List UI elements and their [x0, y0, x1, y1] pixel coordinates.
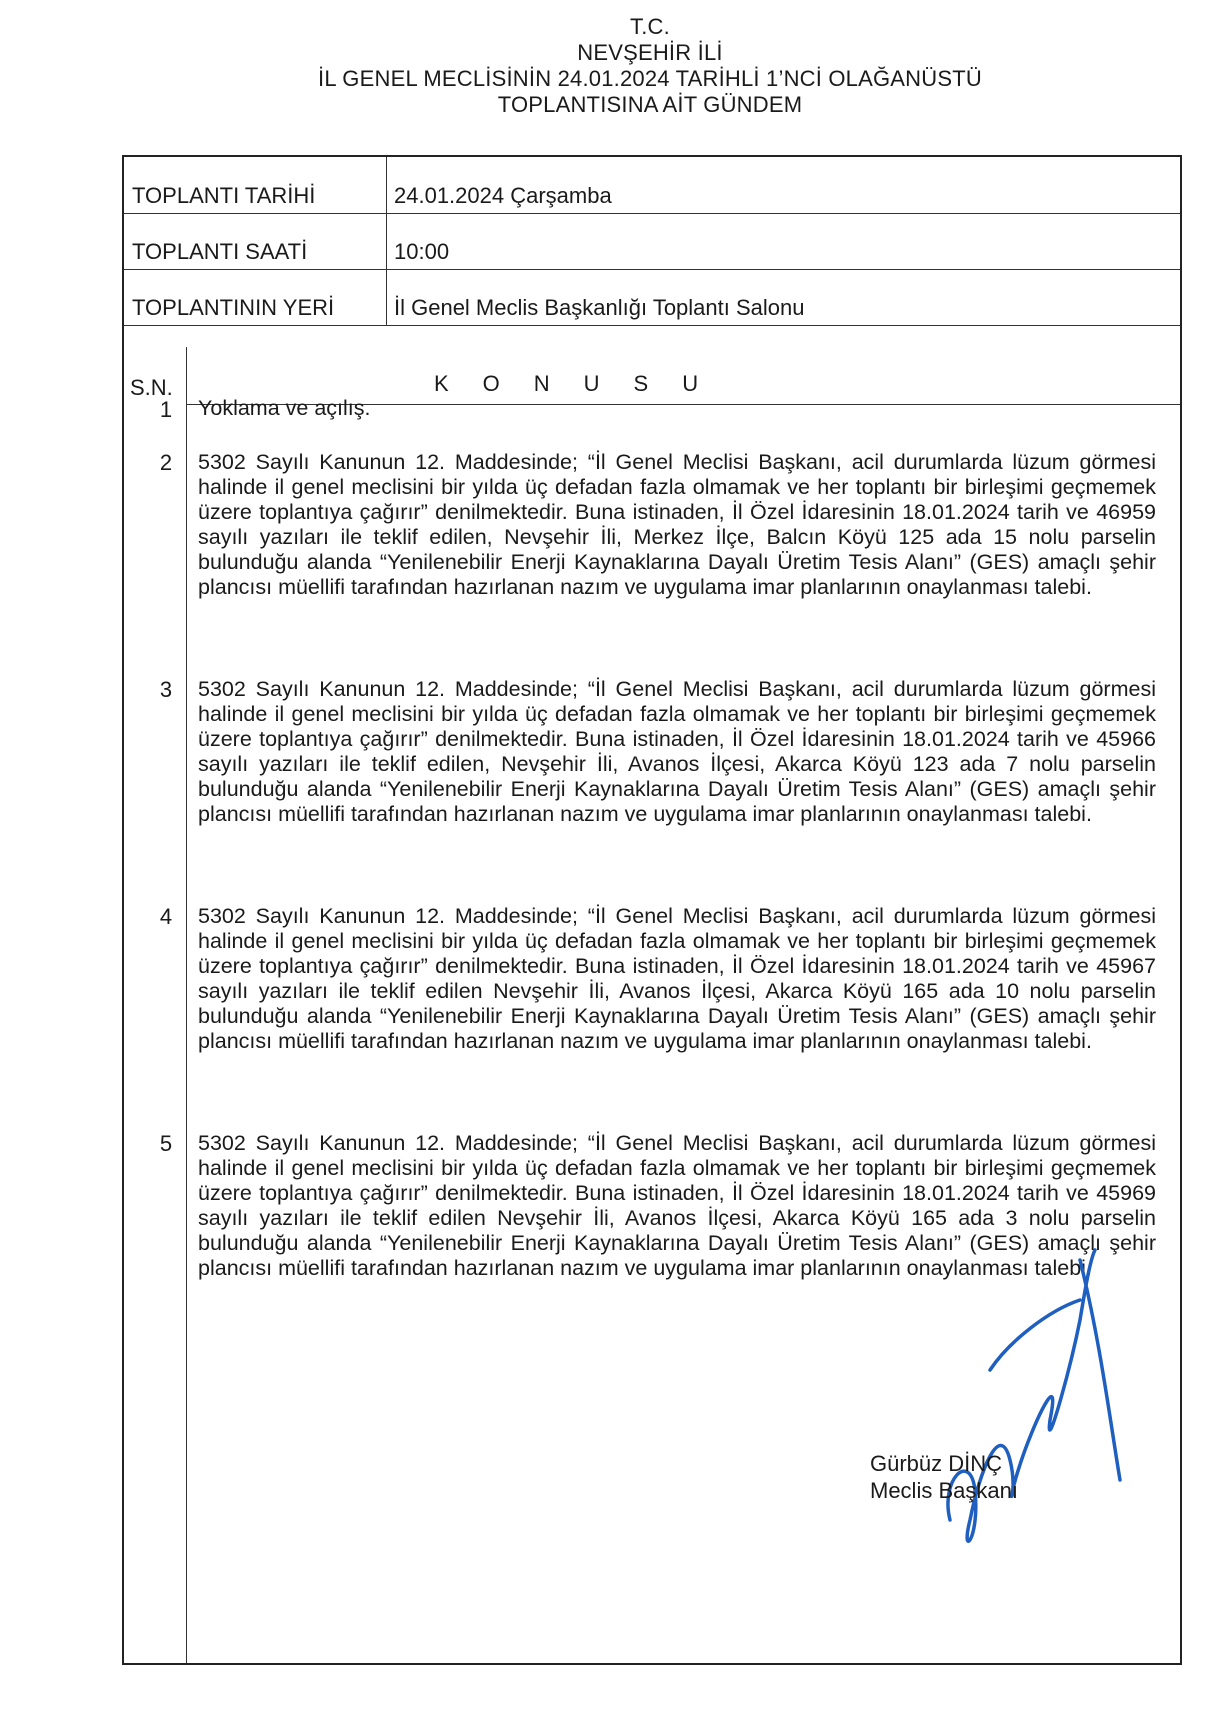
header-subtitle: TOPLANTISINA AİT GÜNDEM: [497, 92, 803, 117]
konu-header: KONUSU: [434, 371, 733, 396]
sn-header: S.N.: [130, 375, 173, 400]
signatory-name: Gürbüz DİNÇ: [870, 1451, 1003, 1476]
item-text: 5302 Sayılı Kanunun 12. Maddesinde; “İl Genel Meclisi Başkanı, acil durumlarda lüzum görmesi halinde il genel meclisini bir yılda üç defadan fazla olmamak ve her toplantı bir birleşimi geçmemek üzere toplantıya çağırır” denilmektedir. Buna istinaden, İl Özel İdaresinin 18.01.2024 tarih ve 45969 sayılı yazıları ile teklif edilen Nevşehir İli, Avanos İlçesi, Akarca Köyü 165 ada 3 nolu parselin bulunduğu alanda “Yenilenebilir Enerji Kaynaklarına Dayalı Üretim Tesis Alanı” (GES) amaçlı şehir plancısı müellifi tarafından hazırlanan nazım ve uygulama imar planlarının onaylanması talebi.: [198, 1131, 1156, 1280]
meta-value: 24.01.2024 Çarşamba: [394, 183, 612, 208]
signature-block: [870, 1450, 1018, 1504]
signature-scribble-icon: [930, 1220, 1130, 1570]
header-title: İL GENEL MECLİSİNİN 24.01.2024 TARİHLİ 1’NCİ OLAĞANÜSTÜ: [318, 66, 982, 91]
document-header: [0, 14, 1205, 118]
meta-row-place: [124, 269, 1180, 326]
column-divider: [186, 347, 187, 1663]
meta-label: TOPLANTININ YERİ: [132, 295, 335, 320]
meta-row-time: [124, 213, 1180, 270]
meta-divider: [386, 269, 387, 325]
meta-divider: [386, 157, 387, 213]
header-tc: T.C.: [630, 14, 670, 39]
item-number: 1: [159, 397, 173, 422]
item-text: 5302 Sayılı Kanunun 12. Maddesinde; “İl Genel Meclisi Başkanı, acil durumlarda lüzum görmesi halinde il genel meclisini bir yılda üç defadan fazla olmamak ve her toplantı bir birleşimi geçmemek üzere toplantıya çağırır” denilmektedir. Buna istinaden, İl Özel İdaresinin 18.01.2024 tarih ve 45967 sayılı yazıları ile teklif edilen Nevşehir İli, Avanos İlçesi, Akarca Köyü 165 ada 10 nolu parselin bulunduğu alanda “Yenilenebilir Enerji Kaynaklarına Dayalı Üretim Tesis Alanı” (GES) amaçlı şehir plancısı müellifi tarafından hazırlanan nazım ve uygulama imar planlarının onaylanması talebi.: [198, 904, 1156, 1053]
header-province: NEVŞEHİR İLİ: [577, 40, 723, 65]
item-text: 5302 Sayılı Kanunun 12. Maddesinde; “İl Genel Meclisi Başkanı, acil durumlarda lüzum görmesi halinde il genel meclisini bir yılda üç defadan fazla olmamak ve her toplantı bir birleşimi geçmemek üzere toplantıya çağırır” denilmektedir. Buna istinaden, İl Özel İdaresinin 18.01.2024 tarih ve 45966 sayılı yazıları ile teklif edilen, Nevşehir İli, Avanos İlçesi, Akarca Köyü 123 ada 7 nolu parselin bulunduğu alanda “Yenilenebilir Enerji Kaynaklarına Dayalı Üretim Tesis Alanı” (GES) amaçlı şehir plancısı müellifi tarafından hazırlanan nazım ve uygulama imar planlarının onaylanması talebi.: [198, 677, 1156, 826]
meta-label: TOPLANTI TARİHİ: [132, 183, 316, 208]
meta-divider: [386, 213, 387, 269]
item-text: Yoklama ve açılış.: [198, 396, 371, 420]
meta-row-date: [124, 157, 1180, 214]
meta-value: İl Genel Meclis Başkanlığı Toplantı Salonu: [394, 295, 805, 320]
item-number: 4: [159, 904, 173, 929]
signatory-title: Meclis Başkanı: [870, 1478, 1018, 1503]
item-number: 3: [159, 677, 173, 702]
item-text: 5302 Sayılı Kanunun 12. Maddesinde; “İl Genel Meclisi Başkanı, acil durumlarda lüzum görmesi halinde il genel meclisini bir yılda üç defadan fazla olmamak ve her toplantı bir birleşimi geçmemek üzere toplantıya çağırır” denilmektedir. Buna istinaden, İl Özel İdaresinin 18.01.2024 tarih ve 46959 sayılı yazıları ile teklif edilen, Nevşehir İli, Merkez İlçe, Balcın Köyü 125 ada 15 nolu parselin bulunduğu alanda “Yenilenebilir Enerji Kaynaklarına Dayalı Üretim Tesis Alanı” (GES) amaçlı şehir plancısı müellifi tarafından hazırlanan nazım ve uygulama imar planlarının onaylanması talebi.: [198, 450, 1156, 599]
meta-value: 10:00: [394, 239, 450, 264]
item-number: 5: [159, 1131, 173, 1156]
item-number: 2: [159, 450, 173, 475]
meta-label: TOPLANTI SAATİ: [132, 239, 308, 264]
